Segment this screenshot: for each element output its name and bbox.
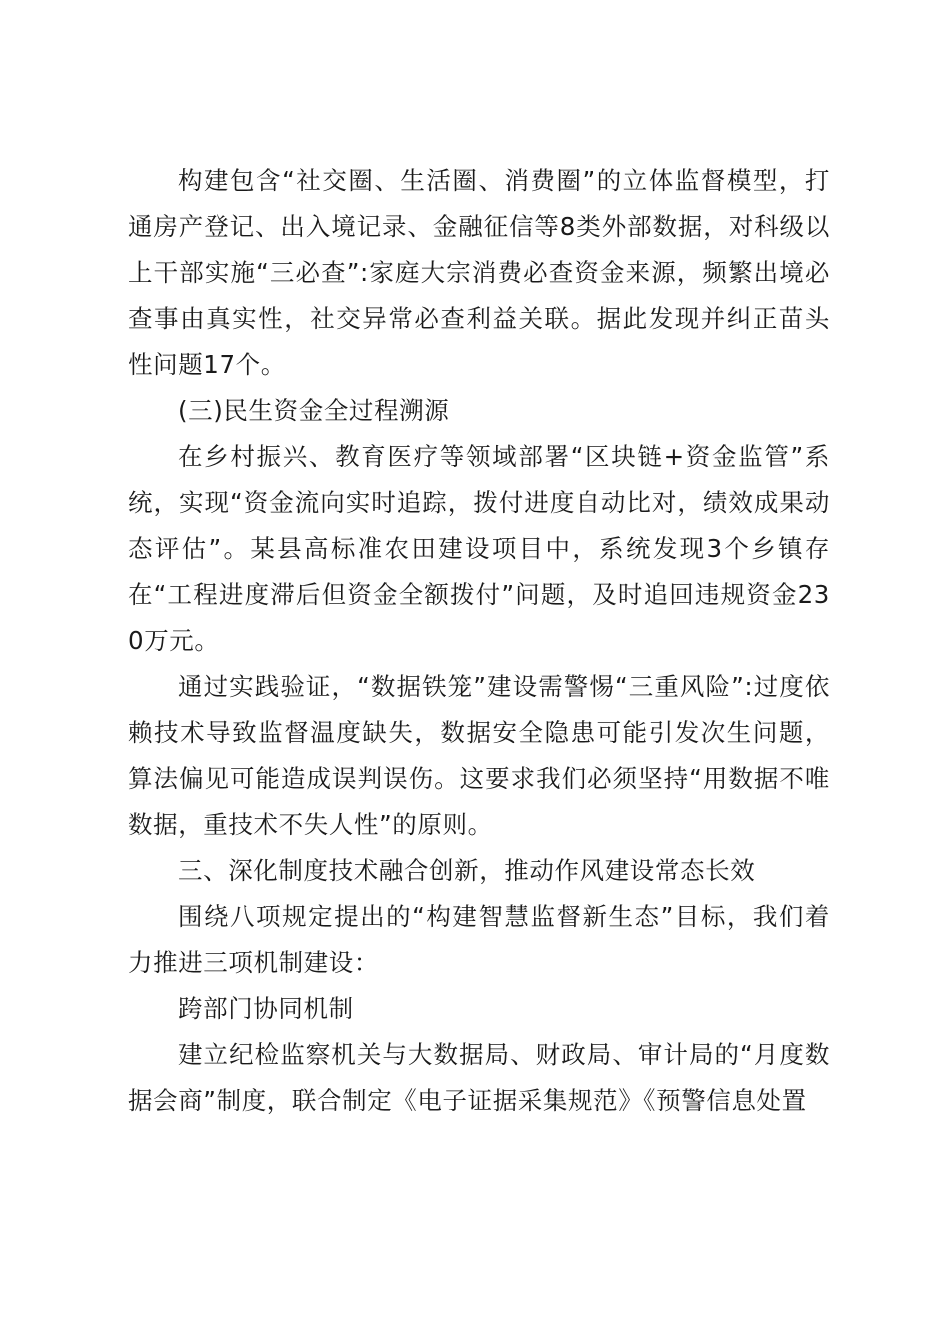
subheading-cross-department-mechanism: 跨部门协同机制 [178, 994, 354, 1023]
paragraph-social-circle-model: 构建包含“社交圈、生活圈、消费圈”的立体监督模型，打通房产登记、出入境记录、金融征信等8类外部数据，对科级以上干部实施“三必查”:家庭大宗消费必查资金来源，频繁出境必查事由真实性，社交异常必查利益关联。据此发现并纠正苗头性问题17个。 [128, 166, 830, 379]
paragraph-blockchain-fund-supervision: 在乡村振兴、教育医疗等领域部署“区块链+资金监管”系统，实现“资金流向实时追踪，拨付进度自动比对，绩效成果动态评估”。某县高标准农田建设项目中，系统发现3个乡镇存在“工程进度滞后但资金全额拨付”问题，及时追回违规资金230万元。 [128, 442, 830, 655]
document-body [128, 158, 830, 1124]
section-heading-integration-innovation: 三、深化制度技术融合创新，推动作风建设常态长效 [178, 856, 756, 885]
paragraph-three-risks: 通过实践验证，“数据铁笼”建设需警惕“三重风险”:过度依赖技术导致监督温度缺失，数据安全隐患可能引发次生问题，算法偏见可能造成误判误伤。这要求我们必须坚持“用数据不唯数据，重技术不失人性”的原则。 [128, 672, 830, 839]
section-heading-livelihood-funds: (三)民生资金全过程溯源 [178, 396, 450, 425]
paragraph-monthly-data-consultation: 建立纪检监察机关与大数据局、财政局、审计局的“月度数据会商”制度，联合制定《电子证据采集规范》《预警信息处置 [128, 1040, 830, 1115]
paragraph-smart-supervision-goal: 围绕八项规定提出的“构建智慧监督新生态”目标，我们着力推进三项机制建设： [128, 902, 830, 977]
